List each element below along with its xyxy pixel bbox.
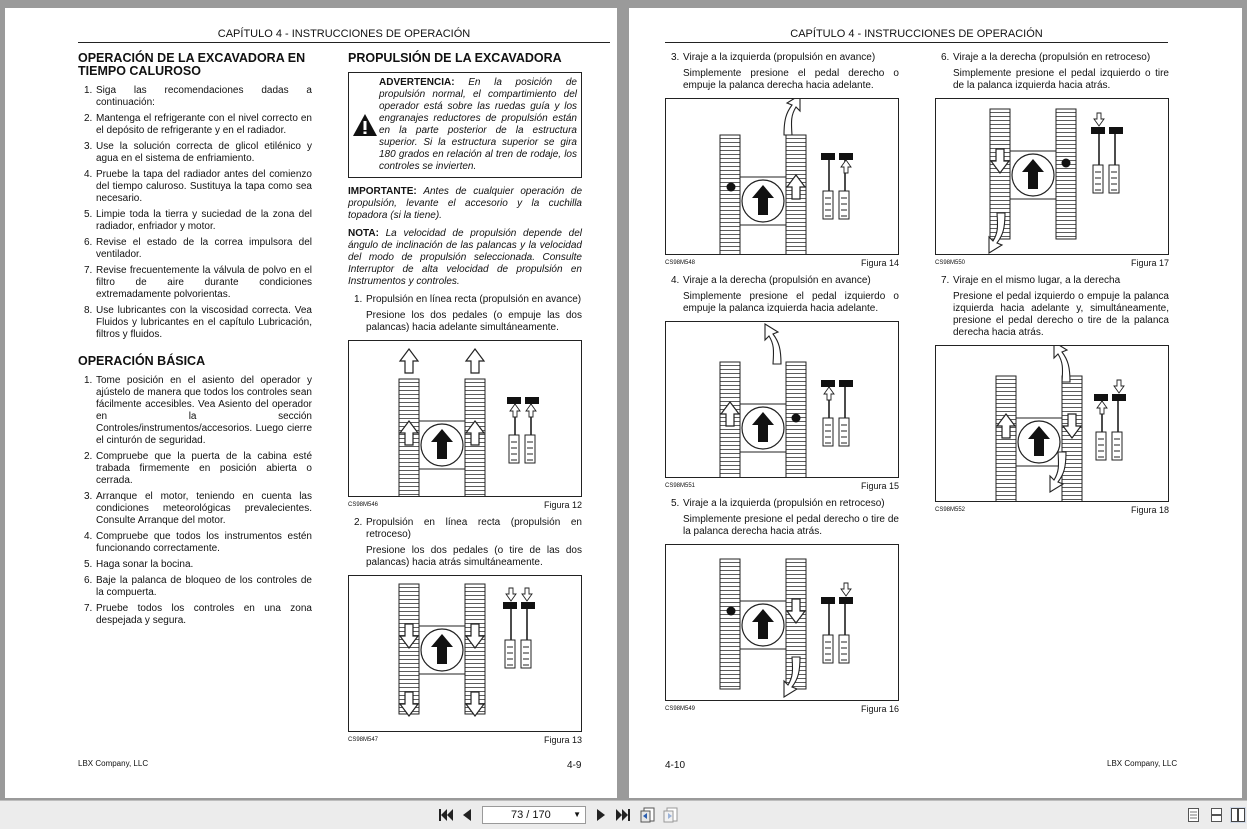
note: NOTA: La velocidad de propulsión depende del ángulo de inclinación de las palancas y la velocidad del modo de propulsión seleccionada. Consulte Interruptor de alta velocidad de propulsión en Instrumentos y controles. bbox=[348, 228, 583, 287]
left-column bbox=[78, 52, 312, 631]
step-text: Presione los dos pedales (o tire de las dos palancas) hacia atrás simultáneamente. bbox=[366, 545, 582, 568]
facing-view-icon[interactable] bbox=[1230, 807, 1246, 823]
step-text: Simplemente presione el pedal derecho o tire de la palanca derecha hacia atrás. bbox=[683, 514, 899, 537]
single-page-view-icon[interactable] bbox=[1186, 807, 1200, 823]
figure-13 bbox=[348, 575, 582, 732]
last-page-icon[interactable] bbox=[614, 807, 632, 823]
list-item: 5. Haga sonar la bocina. bbox=[84, 559, 194, 570]
section-title-basic: OPERACIÓN BÁSICA bbox=[78, 354, 206, 368]
warning-text: ADVERTENCIA: En la posición de propulsión normal, el compartimiento del operador está sobre las ruedas guía y los engranajes reductores de propulsión están en la parte posterior de la estructura superior. Si la estructura superior se gira 180 grados en relación al tren de rodaje, los controles se invierten. bbox=[379, 77, 577, 172]
figure-caption: CS98M546 Figura 12 bbox=[348, 500, 582, 510]
list-item: 1. Siga las recomendaciones dadas a continuación: bbox=[84, 85, 312, 108]
list-item: 3. Use la solución correcta de glicol etilénico y agua en el sistema de enfriamiento. bbox=[84, 141, 312, 164]
section-title-hot-weather: OPERACIÓN DE LA EXCAVADORA EN TIEMPO CALUROSO bbox=[78, 51, 306, 78]
figure-12 bbox=[348, 340, 582, 497]
figure-16 bbox=[665, 544, 899, 701]
list-item: 5. Limpie toda la tierra y suciedad de la zona del radiador, enfriador y motor. bbox=[84, 209, 312, 232]
list-item: 7. Revise frecuentemente la válvula de polvo en el filtro de aire durante condiciones extremadamente polvorientas. bbox=[84, 265, 312, 300]
list-item: 2. Propulsión en línea recta (propulsión en retroceso) bbox=[354, 517, 582, 540]
step-text: Simplemente presione el pedal derecho o empuje la palanca derecha hacia adelante. bbox=[683, 68, 899, 91]
figure-18 bbox=[935, 345, 1169, 502]
back-icon[interactable] bbox=[639, 807, 657, 823]
hot-weather-list bbox=[78, 85, 312, 341]
footer-company: LBX Company, LLC bbox=[78, 759, 149, 768]
figure-17 bbox=[935, 98, 1169, 255]
basic-operation-list bbox=[78, 375, 312, 627]
prev-page-icon[interactable] bbox=[460, 807, 474, 823]
step-text: Simplemente presione el pedal izquierdo o tire de la palanca izquierda hacia atrás. bbox=[953, 68, 1169, 91]
figure-15 bbox=[665, 321, 899, 478]
warning-triangle-icon bbox=[351, 113, 379, 137]
step-text: Presione el pedal izquierdo o empuje la palanca izquierda hacia adelante y, simultáneamente, presione el pedal derecho o tire de la palanca derecha hacia atrás. bbox=[953, 291, 1169, 338]
list-item: 2. Compruebe que la puerta de la cabina esté trabada firmemente en posición abierta o cerrada. bbox=[84, 451, 312, 486]
figure-caption: CS98M552 Figura 18 bbox=[935, 505, 1169, 515]
figure-caption: CS98M550 Figura 17 bbox=[935, 258, 1169, 268]
forward-icon[interactable] bbox=[662, 807, 680, 823]
turn-list bbox=[935, 52, 1169, 64]
warning-box bbox=[348, 72, 582, 178]
figure-caption: CS98M549 Figura 16 bbox=[665, 704, 899, 714]
list-item: 4. Compruebe que todos los instrumentos estén funcionando correctamente. bbox=[84, 531, 312, 554]
right-column bbox=[935, 52, 1169, 516]
right-column bbox=[348, 52, 582, 746]
propulsion-list bbox=[348, 294, 582, 306]
section-title-propulsion: PROPULSIÓN DE LA EXCAVADORA bbox=[348, 51, 562, 65]
footer-company: LBX Company, LLC bbox=[1107, 759, 1178, 768]
step-text: Presione los dos pedales (o empuje las dos palancas) hacia adelante simultáneamente. bbox=[366, 310, 582, 333]
turn-list bbox=[665, 498, 899, 510]
list-item: 7. Viraje en el mismo lugar, a la derecha bbox=[941, 275, 1121, 286]
list-item: 2. Mantenga el refrigerante con el nivel correcto en el depósito de refrigerante y en el radiador. bbox=[84, 113, 312, 136]
step-text: Simplemente presione el pedal izquierdo o empuje la palanca izquierda hacia adelante. bbox=[683, 291, 899, 314]
list-item: 7. Pruebe todos los controles en una zona despejada y segura. bbox=[84, 603, 312, 626]
chapter-header: CAPÍTULO 4 - INSTRUCCIONES DE OPERACIÓN bbox=[78, 28, 610, 43]
list-item: 3. Arranque el motor, teniendo en cuenta las condiciones meteorológicas prevalecientes. Consulte Arranque del motor. bbox=[84, 491, 312, 526]
pdf-page-left bbox=[5, 8, 617, 798]
viewer-toolbar bbox=[0, 800, 1247, 829]
page-number-input[interactable]: 73 / 170 ▼ bbox=[482, 806, 586, 824]
chevron-down-icon[interactable]: ▼ bbox=[573, 810, 581, 819]
page-number: 4-9 bbox=[567, 760, 582, 771]
list-item: 6. Baje la palanca de bloqueo de los controles de la compuerta. bbox=[84, 575, 312, 598]
continuous-view-icon[interactable] bbox=[1209, 807, 1223, 823]
important-note: IMPORTANTE: Antes de cualquier operación de propulsión, levante el accesorio y la cuchilla topadora (si la tiene). bbox=[348, 186, 583, 221]
list-item: 5. Viraje a la izquierda (propulsión en retroceso) bbox=[671, 498, 885, 509]
next-page-icon[interactable] bbox=[594, 807, 608, 823]
list-item: 1. Tome posición en el asiento del operador y ajústelo de manera que todos los controles sean fácilmente accesibles. Vea Asiento del operador en la sección Controles/instrumentos/accesorios. Luego cierre el cinturón de seguridad. bbox=[84, 375, 312, 446]
figure-caption: CS98M548 Figura 14 bbox=[665, 258, 899, 268]
left-column bbox=[665, 52, 899, 715]
figure-caption: CS98M547 Figura 13 bbox=[348, 735, 582, 745]
page-number: 4-10 bbox=[665, 760, 686, 771]
list-item: 3. Viraje a la izquierda (propulsión en avance) bbox=[671, 52, 876, 63]
turn-list bbox=[665, 275, 899, 287]
turn-list bbox=[935, 275, 1169, 287]
chapter-header: CAPÍTULO 4 - INSTRUCCIONES DE OPERACIÓN bbox=[665, 28, 1168, 43]
first-page-icon[interactable] bbox=[437, 807, 455, 823]
propulsion-list bbox=[348, 517, 582, 541]
list-item: 6. Viraje a la derecha (propulsión en retroceso) bbox=[941, 52, 1151, 63]
turn-list bbox=[665, 52, 899, 64]
list-item: 6. Revise el estado de la correa impulsora del ventilador. bbox=[84, 237, 312, 260]
list-item: 4. Pruebe la tapa del radiador antes del comienzo del tiempo caluroso. Sustituya la tapa como sea necesario. bbox=[84, 169, 312, 204]
list-item: 8. Use lubricantes con la viscosidad correcta. Vea Fluidos y lubricantes en el capítulo Lubricación, filtros y fluidos. bbox=[84, 305, 312, 340]
figure-caption: CS98M551 Figura 15 bbox=[665, 481, 899, 491]
pdf-page-right bbox=[629, 8, 1242, 798]
list-item: 1. Propulsión en línea recta (propulsión en avance) bbox=[354, 294, 582, 305]
figure-14 bbox=[665, 98, 899, 255]
list-item: 4. Viraje a la derecha (propulsión en avance) bbox=[671, 275, 871, 286]
